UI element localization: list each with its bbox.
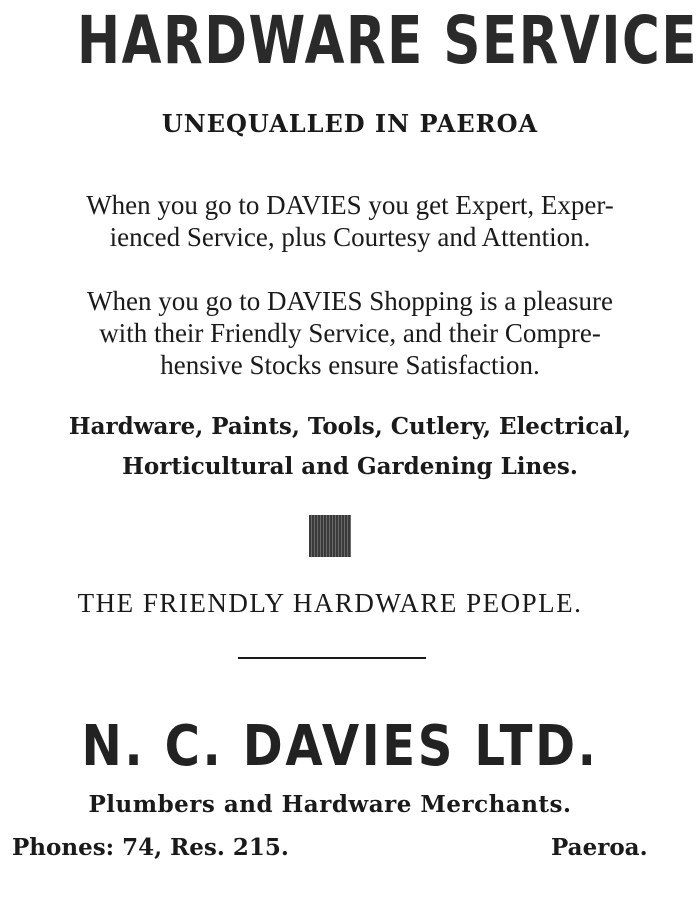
- product-line: Horticultural and Gardening Lines.: [122, 453, 578, 480]
- divider-rule: [238, 657, 426, 659]
- paragraph-line: ienced Service, plus Courtesy and Attention.: [109, 222, 591, 252]
- phone-numbers: Phones: 74, Res. 215.: [12, 834, 289, 861]
- company-trade: Plumbers and Hardware Merchants.: [88, 791, 572, 818]
- product-lines: [0, 407, 700, 487]
- tagline: UNEQUALLED IN PAEROA: [161, 109, 539, 138]
- paragraph-expert-service: [0, 189, 700, 253]
- company-name: N. C. DAVIES LTD.: [81, 714, 599, 779]
- paragraph-line: hensive Stocks ensure Satisfaction.: [160, 350, 540, 380]
- headline: HARDWARE SERVICE: [77, 2, 699, 79]
- product-line: Hardware, Paints, Tools, Cutlery, Electrical,: [68, 413, 632, 440]
- paragraph-line: When you go to DAVIES you get Expert, Exper-: [86, 190, 614, 220]
- paragraph-line: with their Friendly Service, and their Compre-: [99, 318, 601, 348]
- paragraph-shopping-pleasure: [0, 285, 700, 381]
- slogan: THE FRIENDLY HARDWARE PEOPLE.: [77, 588, 583, 618]
- town-name: Paeroa.: [551, 834, 648, 861]
- paragraph-line: When you go to DAVIES Shopping is a pleasure: [87, 286, 613, 316]
- ornament-block: [309, 515, 351, 557]
